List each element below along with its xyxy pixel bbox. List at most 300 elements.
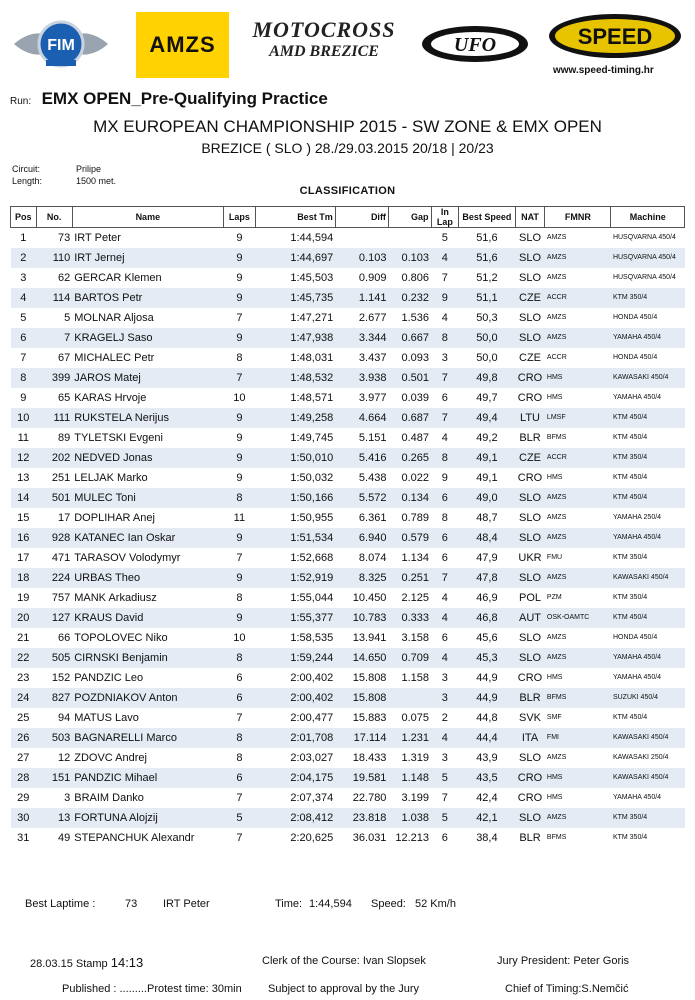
cell-nat: SLO [519, 752, 542, 764]
table-row [11, 448, 685, 468]
cell-laps: 9 [223, 568, 255, 588]
cell-laps: 8 [236, 352, 243, 364]
cell-fmnr: AMZS [546, 634, 567, 641]
cell-best-speed: 45,3 [459, 648, 515, 668]
cell-best-tm: 1:50,955 [290, 512, 334, 524]
cell-fmnr: ACCR [545, 288, 611, 308]
speed-timing-logo [545, 10, 685, 80]
cell-name: KARAS Hrvoje [74, 392, 147, 404]
cell-fmnr: FMI [545, 728, 611, 748]
cell-gap [388, 228, 431, 249]
published-line: Published : .........Protest time: 30min [62, 983, 242, 995]
table-row [11, 268, 685, 288]
cell-diff: 8.325 [335, 568, 388, 588]
cell-pos: 12 [11, 448, 37, 468]
cell-laps: 9 [223, 248, 255, 268]
cell-nat: BLR [515, 688, 545, 708]
cell-gap: 0.333 [388, 608, 431, 628]
cell-best-tm: 2:07,374 [290, 792, 334, 804]
cell-fmnr: AMZS [545, 808, 611, 828]
cell-gap: 1.158 [401, 672, 430, 684]
cell-name: KRAGELJ Saso [72, 328, 223, 348]
cell-no: 5 [64, 312, 71, 324]
cell-best-tm: 1:47,938 [255, 328, 335, 348]
cell-fmnr: AMZS [546, 754, 567, 761]
cell-gap [388, 688, 431, 708]
circuit-value: Prilipe [76, 164, 102, 174]
cell-nat: CRO [517, 792, 543, 804]
cell-name: TARASOV Volodymyr [74, 552, 181, 564]
cell-no: 89 [57, 432, 71, 444]
cell-name: BARTOS Petr [72, 288, 223, 308]
cell-in-lap: 6 [441, 832, 448, 844]
cell-name: NEDVED Jonas [72, 448, 223, 468]
svg-text:FIM: FIM [47, 37, 75, 54]
cell-fmnr: OSK-OAMTC [545, 608, 611, 628]
cell-no: 12 [57, 752, 71, 764]
cell-best-tm: 2:00,402 [290, 672, 334, 684]
cell-name: MULEC Toni [72, 488, 223, 508]
cell-pos: 1 [20, 232, 27, 244]
page-subtitle: BREZICE ( SLO ) 28./29.03.2015 20/18 | 20/23 [201, 140, 494, 156]
cell-pos: 16 [11, 528, 37, 548]
cell-gap: 0.134 [388, 488, 431, 508]
run-value: EMX OPEN_Pre-Qualifying Practice [41, 89, 328, 108]
cell-best-speed: 47,8 [459, 568, 515, 588]
cell-best-tm: 2:08,412 [255, 808, 335, 828]
cell-no: 65 [57, 392, 71, 404]
cell-machine: KAWASAKI 450/4 [611, 368, 685, 388]
cell-best-speed: 49,4 [459, 408, 515, 428]
cell-gap: 0.022 [401, 472, 430, 484]
cell-machine: KAWASAKI 250/4 [612, 754, 669, 761]
table-row [11, 548, 685, 568]
cell-fmnr: FMU [546, 554, 563, 561]
cell-in-lap: 7 [441, 272, 448, 284]
cell-laps: 8 [223, 488, 255, 508]
table-row [11, 288, 685, 308]
cell-no: 94 [57, 712, 71, 724]
cell-nat: CZE [515, 288, 545, 308]
cell-best-tm: 1:52,919 [255, 568, 335, 588]
cell-best-tm: 1:49,258 [255, 408, 335, 428]
best-laptime-label: Best Laptime : [25, 898, 96, 910]
cell-best-speed: 46,9 [476, 592, 498, 604]
cell-machine: KTM 350/4 [611, 808, 685, 828]
cell-best-tm: 1:45,503 [290, 272, 334, 284]
cell-fmnr: AMZS [546, 274, 567, 281]
cell-machine: YAMAHA 450/4 [612, 794, 662, 801]
cell-name: MICHALEC Petr [74, 352, 155, 364]
col-header-pos: Pos [11, 207, 37, 228]
cell-fmnr: BFMS [545, 688, 611, 708]
cell-nat: UKR [518, 552, 542, 564]
col-header-no: No. [36, 207, 72, 228]
cell-diff: 19.581 [335, 768, 388, 788]
cell-laps: 8 [236, 592, 243, 604]
table-row [11, 428, 685, 448]
cell-gap: 1.231 [388, 728, 431, 748]
cell-no: 127 [36, 608, 72, 628]
cell-name: MOLNAR Aljosa [74, 312, 154, 324]
table-row [11, 388, 685, 408]
cell-fmnr: LMSF [545, 408, 611, 428]
cell-in-lap: 8 [441, 512, 448, 524]
cell-name: KRAUS David [72, 608, 223, 628]
cell-machine: YAMAHA 450/4 [611, 528, 685, 548]
cell-nat: LTU [515, 408, 545, 428]
cell-in-lap: 7 [441, 792, 448, 804]
cell-gap: 1.134 [401, 552, 430, 564]
cell-name: ZDOVC Andrej [74, 752, 147, 764]
cell-best-speed: 51,6 [459, 248, 515, 268]
cell-laps: 9 [223, 528, 255, 548]
cell-name: BAGNARELLI Marco [72, 728, 223, 748]
cell-nat: CRO [517, 472, 543, 484]
cell-fmnr: ACCR [546, 354, 567, 361]
cell-no: 62 [57, 272, 71, 284]
stamp-date: 28.03.15 Stamp [30, 958, 108, 970]
cell-name: PANDZIC Mihael [72, 768, 223, 788]
cell-best-speed: 51,2 [476, 272, 498, 284]
cell-laps: 9 [236, 232, 243, 244]
best-laptime-name: IRT Peter [163, 898, 210, 910]
clerk-of-course: Clerk of the Course: Ivan Slopsek [262, 955, 426, 967]
cell-name: TYLETSKI Evgeni [74, 432, 163, 444]
page-title: MX EUROPEAN CHAMPIONSHIP 2015 - SW ZONE & EMX OPEN [93, 117, 602, 136]
cell-laps: 9 [223, 448, 255, 468]
cell-machine: YAMAHA 450/4 [612, 394, 662, 401]
cell-best-tm: 1:45,735 [255, 288, 335, 308]
cell-pos: 31 [17, 832, 30, 844]
cell-machine: KTM 450/4 [612, 474, 648, 481]
cell-best-speed: 49,7 [476, 392, 498, 404]
cell-laps: 8 [223, 648, 255, 668]
cell-fmnr: HMS [545, 768, 611, 788]
cell-best-tm: 1:50,010 [255, 448, 335, 468]
cell-gap: 0.579 [388, 528, 431, 548]
cell-nat: AUT [515, 608, 545, 628]
cell-pos: 25 [17, 712, 30, 724]
cell-diff: 15.808 [335, 688, 388, 708]
cell-best-tm: 1:52,668 [290, 552, 334, 564]
cell-best-speed: 47,9 [476, 552, 498, 564]
cell-no: 111 [36, 408, 72, 428]
cell-machine: KTM 450/4 [612, 434, 648, 441]
cell-best-tm: 1:59,244 [255, 648, 335, 668]
cell-best-speed: 50,0 [459, 328, 515, 348]
cell-machine: YAMAHA 250/4 [612, 514, 662, 521]
cell-pos: 2 [11, 248, 37, 268]
cell-best-speed: 43,9 [476, 752, 498, 764]
cell-diff: 15.883 [352, 712, 387, 724]
cell-fmnr: HMS [545, 368, 611, 388]
cell-fmnr: AMZS [546, 314, 567, 321]
amzs-logo: AMZS [136, 12, 229, 78]
cell-nat: SLO [515, 488, 545, 508]
cell-fmnr: AMZS [546, 234, 567, 241]
table-row [11, 748, 685, 768]
cell-nat: ITA [515, 728, 545, 748]
cell-laps: 7 [236, 712, 243, 724]
cell-fmnr: AMZS [545, 248, 611, 268]
cell-gap: 0.667 [388, 328, 431, 348]
cell-name: BRAIM Danko [74, 792, 144, 804]
cell-in-lap: 3 [441, 352, 448, 364]
cell-diff: 8.074 [358, 552, 387, 564]
logo-bar [0, 0, 695, 85]
cell-in-lap: 8 [431, 448, 459, 468]
cell-pos: 18 [11, 568, 37, 588]
cell-machine: KTM 350/4 [612, 834, 648, 841]
cell-nat: SLO [519, 312, 542, 324]
cell-no: 49 [57, 832, 71, 844]
cell-no: 471 [51, 552, 71, 564]
cell-diff: 5.438 [358, 472, 387, 484]
cell-best-tm: 1:44,697 [255, 248, 335, 268]
cell-no: 110 [36, 248, 72, 268]
cell-best-tm: 1:49,745 [290, 432, 334, 444]
table-row [11, 588, 685, 608]
table-row [11, 708, 685, 728]
cell-laps: 6 [236, 672, 243, 684]
cell-name: URBAS Theo [72, 568, 223, 588]
cell-pos: 6 [11, 328, 37, 348]
cell-best-tm: 1:50,166 [255, 488, 335, 508]
cell-best-tm: 2:20,625 [290, 832, 334, 844]
cell-no: 505 [36, 648, 72, 668]
cell-diff: 2.677 [358, 312, 387, 324]
cell-in-lap: 3 [441, 672, 448, 684]
cell-machine: HONDA 450/4 [612, 314, 658, 321]
cell-gap: 0.093 [401, 352, 430, 364]
cell-machine: HONDA 450/4 [612, 354, 658, 361]
cell-name: PANDZIC Leo [74, 672, 144, 684]
cell-laps: 10 [233, 392, 246, 404]
cell-name: LELJAK Marko [74, 472, 148, 484]
table-row [11, 768, 685, 788]
cell-nat: SLO [519, 512, 542, 524]
cell-gap: 0.251 [388, 568, 431, 588]
cell-gap: 0.487 [401, 432, 430, 444]
cell-diff: 0.103 [335, 248, 388, 268]
cell-nat: SLO [515, 568, 545, 588]
motocross-logo-line1: MOTOCROSS [252, 17, 396, 42]
cell-laps: 9 [236, 472, 243, 484]
cell-no: 757 [51, 592, 71, 604]
cell-in-lap: 7 [431, 408, 459, 428]
cell-machine: KTM 450/4 [612, 714, 648, 721]
cell-pos: 28 [11, 768, 37, 788]
cell-no: 67 [57, 352, 71, 364]
cell-in-lap: 9 [441, 472, 448, 484]
cell-pos: 14 [11, 488, 37, 508]
cell-fmnr: AMZS [545, 648, 611, 668]
cell-diff: 17.114 [335, 728, 388, 748]
cell-fmnr: HMS [546, 474, 563, 481]
cell-laps: 9 [223, 328, 255, 348]
cell-gap: 0.075 [401, 712, 430, 724]
length-label: Length: [12, 176, 43, 186]
cell-in-lap: 6 [441, 392, 448, 404]
cell-machine: KAWASAKI 450/4 [611, 768, 685, 788]
best-laptime-number: 73 [125, 898, 138, 910]
cell-fmnr: AMZS [545, 528, 611, 548]
col-header-fmnr: FMNR [545, 207, 611, 228]
cell-diff: 3.344 [335, 328, 388, 348]
cell-in-lap: 5 [431, 768, 459, 788]
fim-logo [12, 14, 110, 74]
cell-no: 152 [51, 672, 71, 684]
table-row [11, 608, 685, 628]
cell-diff: 5.151 [358, 432, 387, 444]
cell-laps: 6 [223, 768, 255, 788]
cell-fmnr: BFMS [546, 434, 567, 441]
cell-pos: 27 [17, 752, 30, 764]
cell-machine: HUSQVARNA 450/4 [611, 248, 685, 268]
cell-diff: 10.783 [335, 608, 388, 628]
cell-nat: SLO [515, 528, 545, 548]
table-header-row [11, 207, 685, 228]
table-row [11, 488, 685, 508]
approval-line: Subject to approval by the Jury [268, 983, 420, 995]
cell-machine: YAMAHA 450/4 [611, 648, 685, 668]
cell-nat: SLO [519, 232, 542, 244]
cell-gap: 0.806 [401, 272, 430, 284]
cell-fmnr: BFMS [546, 834, 567, 841]
cell-best-tm: 2:00,477 [290, 712, 334, 724]
cell-nat: SLO [515, 648, 545, 668]
table-row [11, 728, 685, 748]
cell-no: 66 [57, 632, 71, 644]
cell-gap: 0.232 [388, 288, 431, 308]
cell-no: 17 [57, 512, 71, 524]
cell-best-speed: 44,9 [459, 688, 515, 708]
cell-pos: 10 [11, 408, 37, 428]
cell-pos: 7 [20, 352, 27, 364]
cell-in-lap: 2 [441, 712, 448, 724]
cell-gap: 1.148 [388, 768, 431, 788]
cell-laps: 9 [236, 432, 243, 444]
cell-machine: KTM 450/4 [611, 488, 685, 508]
col-header-diff: Diff [335, 207, 388, 228]
cell-in-lap: 3 [431, 688, 459, 708]
col-header-machine: Machine [611, 207, 685, 228]
cell-diff [335, 228, 388, 249]
cell-nat: SLO [515, 248, 545, 268]
cell-in-lap: 9 [431, 288, 459, 308]
col-header-nat: NAT [515, 207, 545, 228]
cell-gap: 0.265 [388, 448, 431, 468]
cell-no: 13 [36, 808, 72, 828]
cell-pos: 17 [17, 552, 30, 564]
cell-gap: 3.199 [401, 792, 430, 804]
stamp [30, 955, 143, 970]
cell-pos: 4 [11, 288, 37, 308]
col-header-gap: Gap [388, 207, 431, 228]
cell-in-lap: 4 [431, 608, 459, 628]
cell-best-speed: 44,4 [459, 728, 515, 748]
cell-pos: 13 [17, 472, 30, 484]
cell-in-lap: 6 [441, 632, 448, 644]
cell-in-lap: 4 [431, 728, 459, 748]
cell-fmnr: SMF [546, 714, 562, 721]
cell-gap: 3.158 [401, 632, 430, 644]
cell-pos: 15 [17, 512, 30, 524]
cell-best-speed: 44,9 [476, 672, 498, 684]
cell-laps: 5 [223, 808, 255, 828]
best-speed-value: 52 Km/h [415, 898, 456, 910]
cell-diff: 14.650 [335, 648, 388, 668]
cell-laps: 7 [236, 832, 243, 844]
cell-no: 3 [64, 792, 71, 804]
cell-best-speed: 51,6 [476, 232, 498, 244]
table-row [11, 648, 685, 668]
table-row [11, 348, 685, 368]
cell-no: 7 [36, 328, 72, 348]
cell-best-tm: 1:55,377 [255, 608, 335, 628]
ufo-logo-text: UFO [453, 34, 497, 56]
cell-no: 503 [36, 728, 72, 748]
cell-diff: 3.437 [358, 352, 387, 364]
cell-diff: 4.664 [335, 408, 388, 428]
cell-best-speed: 48,4 [459, 528, 515, 548]
table-row [11, 568, 685, 588]
cell-diff: 15.808 [352, 672, 387, 684]
cell-best-speed: 42,1 [459, 808, 515, 828]
cell-name: DOPLIHAR Anej [74, 512, 155, 524]
cell-in-lap: 4 [431, 248, 459, 268]
cell-fmnr: PZM [546, 594, 562, 601]
cell-machine: KAWASAKI 450/4 [611, 728, 685, 748]
cell-laps: 8 [236, 752, 243, 764]
cell-diff: 36.031 [352, 832, 387, 844]
table-row [11, 828, 685, 848]
cell-nat: BLR [519, 832, 541, 844]
cell-name: JAROS Matej [72, 368, 223, 388]
speed-logo-text: SPEED [577, 24, 653, 49]
best-time-label: Time: [275, 898, 303, 910]
cell-laps: 9 [223, 408, 255, 428]
cell-best-speed: 42,4 [476, 792, 498, 804]
cell-best-tm: 1:44,594 [290, 232, 334, 244]
cell-laps: 8 [223, 728, 255, 748]
cell-fmnr: HMS [546, 794, 563, 801]
cell-machine: SUZUKI 450/4 [611, 688, 685, 708]
cell-in-lap: 3 [441, 752, 448, 764]
cell-machine: YAMAHA 450/4 [612, 674, 662, 681]
cell-diff: 23.818 [335, 808, 388, 828]
table-row [11, 308, 685, 328]
cell-gap: 1.536 [401, 312, 430, 324]
cell-laps: 9 [236, 272, 243, 284]
cell-machine: KTM 350/4 [611, 448, 685, 468]
cell-machine: HUSQVARNA 450/4 [612, 274, 676, 281]
cell-nat: CZE [515, 448, 545, 468]
cell-best-speed: 38,4 [476, 832, 498, 844]
cell-in-lap: 5 [441, 232, 448, 244]
table-row [11, 508, 685, 528]
cell-name: RUKSTELA Nerijus [72, 408, 223, 428]
cell-name: TOPOLOVEC Niko [74, 632, 168, 644]
cell-fmnr: ACCR [545, 448, 611, 468]
cell-best-tm: 2:03,027 [290, 752, 334, 764]
cell-best-speed: 49,8 [459, 368, 515, 388]
cell-pos: 3 [20, 272, 27, 284]
cell-gap: 1.319 [401, 752, 430, 764]
cell-machine: HONDA 450/4 [612, 634, 658, 641]
cell-name: IRT Jernej [72, 248, 223, 268]
